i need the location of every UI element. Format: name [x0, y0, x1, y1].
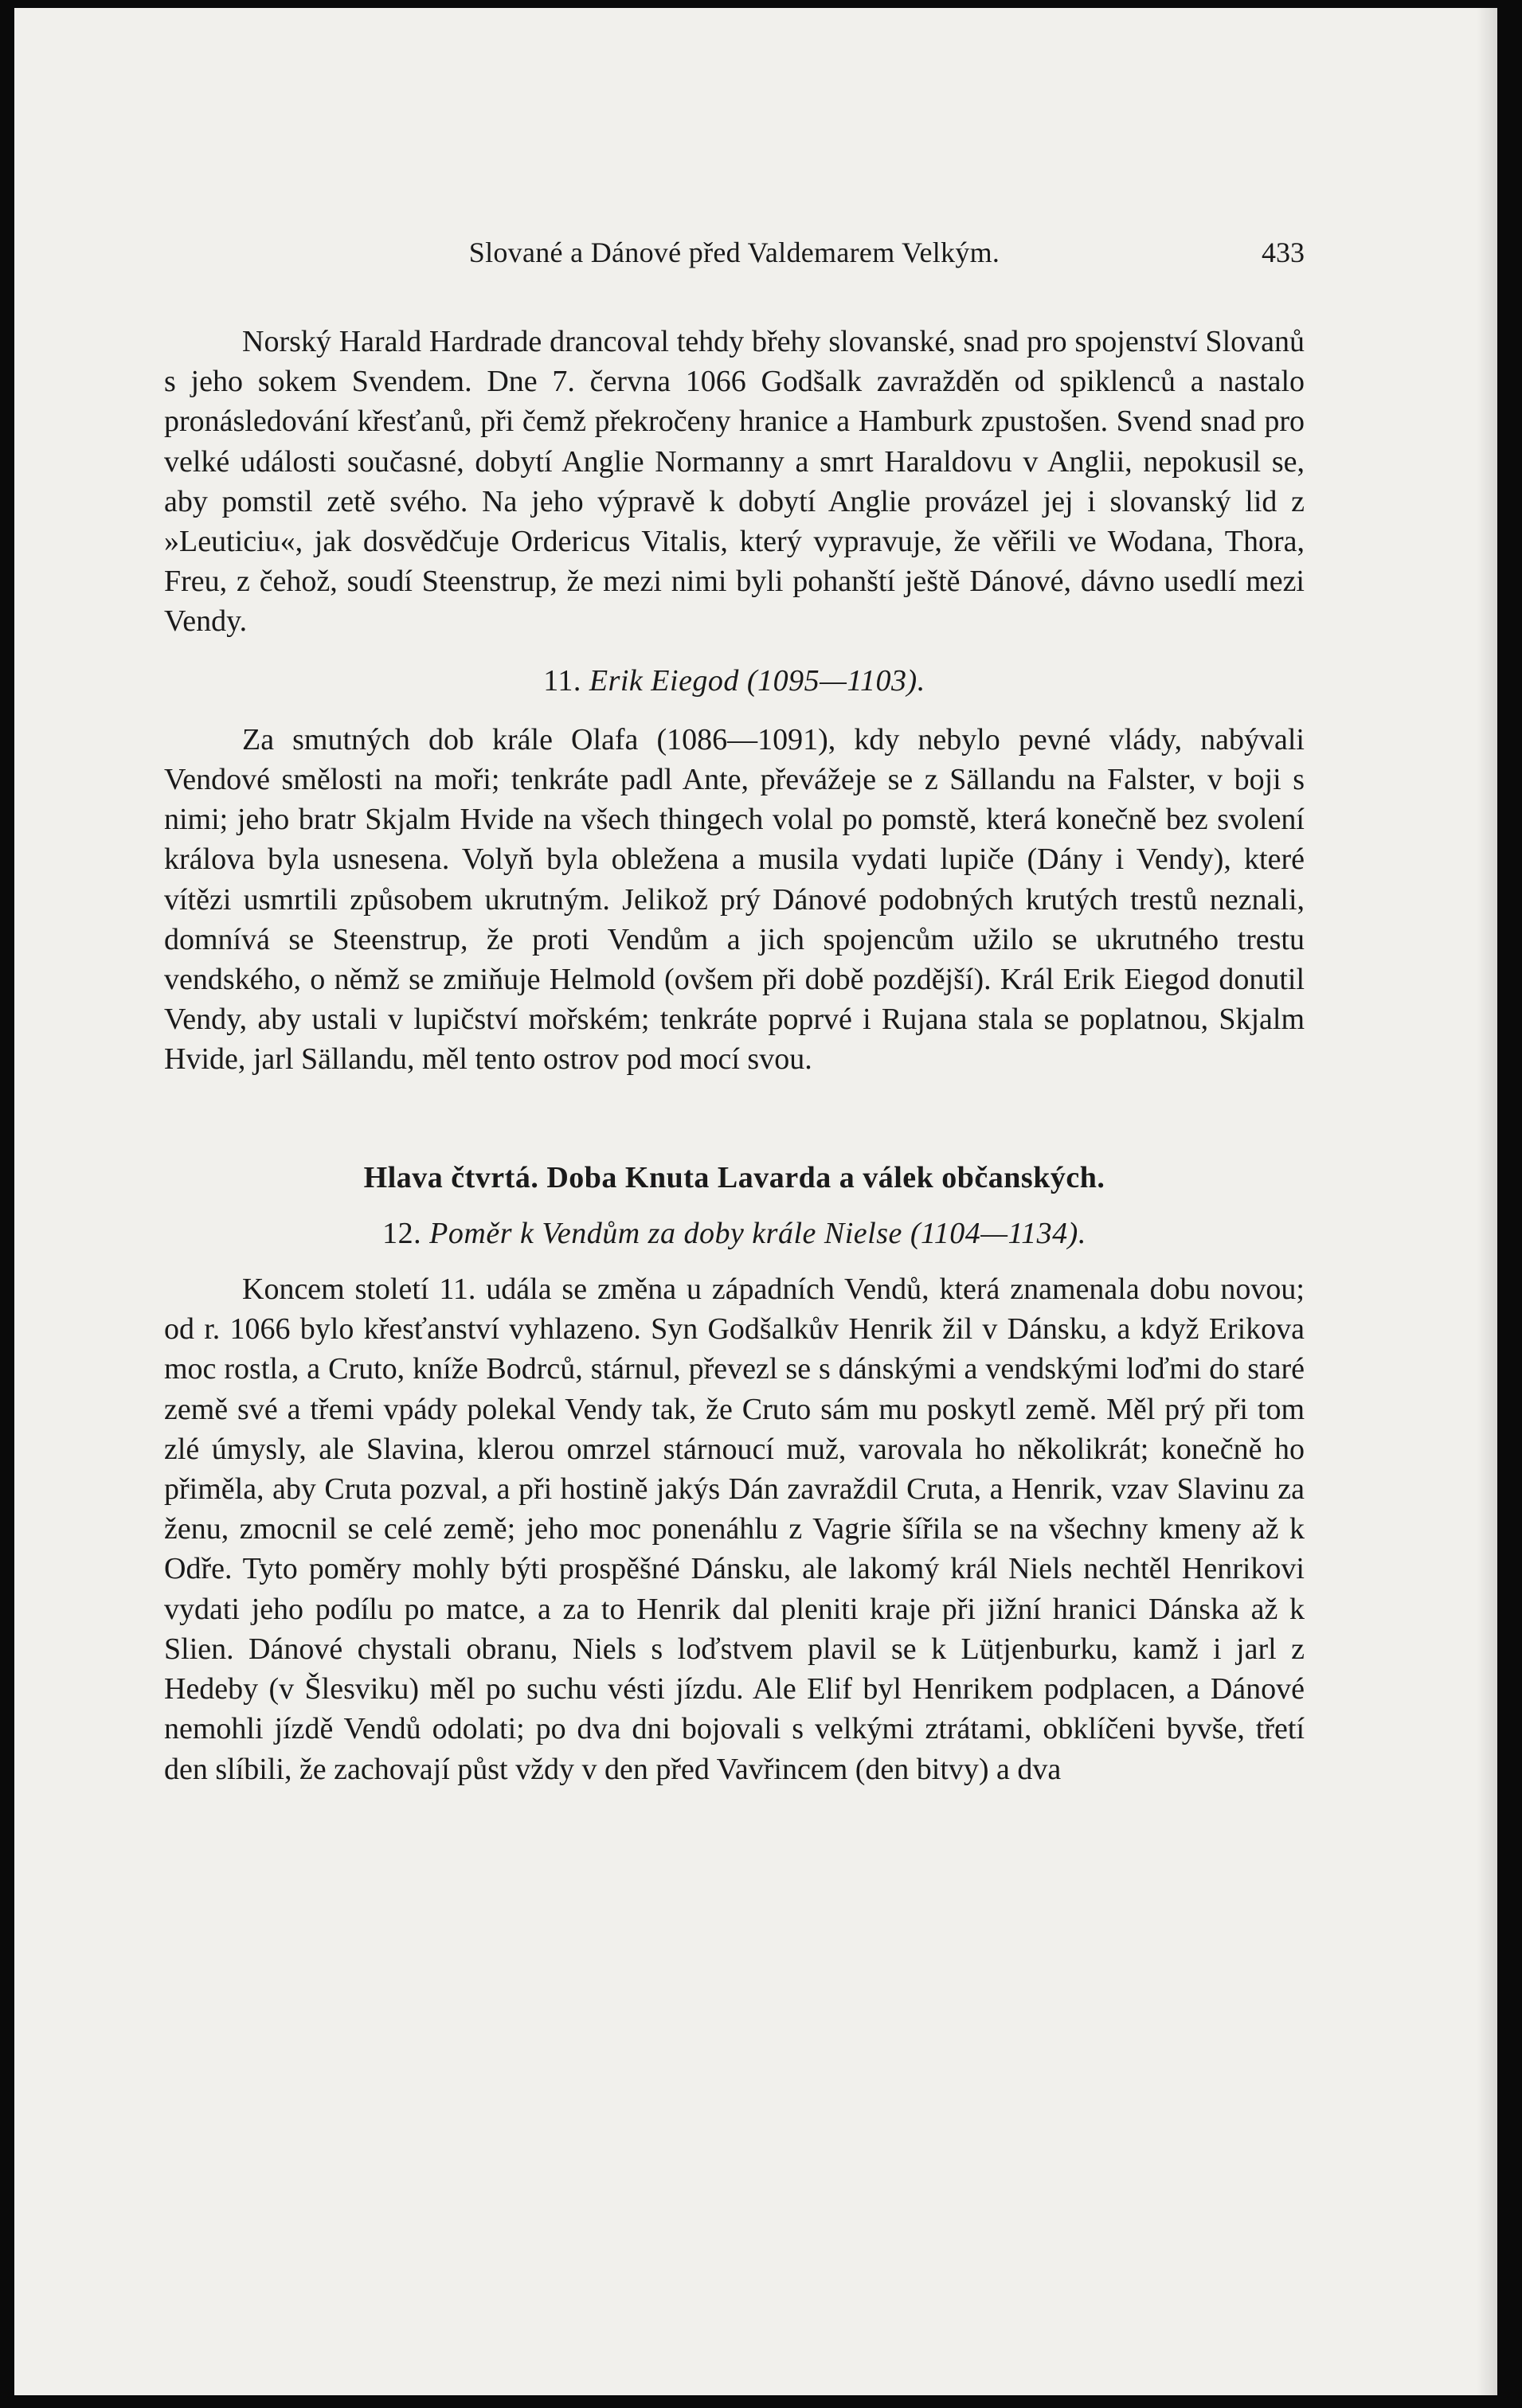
paragraph-henrik: Koncem století 11. udála se změna u západních Vendů, která znamenala dobu novou; od r. 1066 bylo křesťanství vyhlazeno. Syn Godšalkův Henrik žil v Dánsku, a když Erikova moc rostla, a Cruto, kníže Bodrců, stárnul, převezl se s dánskými a vendskými loďmi do staré země své a třemi vpády polekal Vendy tak, že Cruto sám mu poskytl země. Měl prý při tom zlé úmysly, ale Slavina, klerou omrzel stárnoucí muž, varovala ho několikrát; konečně ho přiměla, aby Cruta pozval, a při hostině jakýs Dán zavraždil Cruta, a Henrik, vzav Slavinu za ženu, zmocnil se celé země; jeho moc ponenáhlu z Vagrie šířila se na všechny kmeny až k Odře. Tyto poměry mohly býti prospěšné Dánsku, ale lakomý král Niels nechtěl Henrikovi vydati jeho podílu po matce, a za to Henrik dal pleniti kraje při jižní hranici Dánska až k Slien. Dánové chystali obranu, Niels s loďstvem plavil se k Lütjenburku, kamž i jarl z Hedeby (v Šlesviku) měl po suchu vésti jízdu. Ale Elif byl Henrikem podplacen, a Dánové nemohli jízdě Vendů odolati; po dva dni bojovali s velkými ztrátami, obklíčeni byvše, třetí den slíbili, že zachovají půst vždy v den před Vavřincem (den bitvy) a dva	[164, 1272, 1305, 1786]
paragraph-harald: Norský Harald Hardrade drancoval tehdy břehy slovanské, snad pro spojenství Slovanů s jeho sokem Svendem. Dne 7. června 1066 Godšalk zavražděn od spiklenců a nastalo pronásledování křesťanů, při čemž překročeny hranice a Hamburk zpustošen. Svend snad pro velké události současné, dobytí Anglie Normanny a smrt Haraldovu v Anglii, nepokusil se, aby pomstil zetě svého. Na jeho výpravě k dobytí Anglie provázel jej i slovanský lid z »Leuticiu«, jak dosvědčuje Ordericus Vitalis, který vypravuje, že věřili ve Wodana, Thora, Freu, z čehož, soudí Steenstrup, že mezi nimi byli pohanští ještě Dánové, dávno usedlí mezi Vendy.	[164, 325, 1305, 639]
book-page	[14, 8, 1497, 2395]
section-number: 12.	[382, 1216, 422, 1250]
section-heading-12	[164, 1214, 1305, 1253]
page-body	[164, 322, 1305, 1789]
running-header	[164, 236, 1305, 277]
section-heading-11	[164, 661, 1305, 701]
page-number: 433	[1262, 236, 1305, 268]
section-number: 11.	[543, 663, 581, 698]
section-title: Erik Eiegod (1095—1103).	[589, 663, 925, 698]
section-title: Poměr k Vendům za doby krále Nielse (1104—1134).	[429, 1216, 1086, 1250]
running-title: Slované a Dánové před Valdemarem Velkým.	[468, 236, 1000, 268]
paragraph-olaf: Za smutných dob krále Olafa (1086—1091), kdy nebylo pevné vlády, nabývali Vendové smělosti na moři; tenkráte padl Ante, převážeje se z Sällandu na Falster, v boji s nimi; jeho bratr Skjalm Hvide na všech thingech volal po pomstě, která konečně bez svolení králova byla usnesena. Volyň byla obležena a musila vydati lupiče (Dány i Vendy), které vítězi usmrtili způsobem ukrutným. Jelikož prý Dánové podobných krutých trestů neznali, domnívá se Steenstrup, že proti Vendům a jich spojencům užilo se ukrutného trestu vendského, o němž se zmiňuje Helmold (ovšem při době pozdější). Král Erik Eiegod donutil Vendy, aby ustali v lupičství mořském; tenkráte poprvé i Rujana stala se poplatnou, Skjalm Hvide, jarl Sällandu, měl tento ostrov pod mocí svou.	[164, 722, 1305, 1077]
chapter-heading: Hlava čtvrtá. Doba Knuta Lavarda a válek občanských.	[363, 1160, 1105, 1194]
